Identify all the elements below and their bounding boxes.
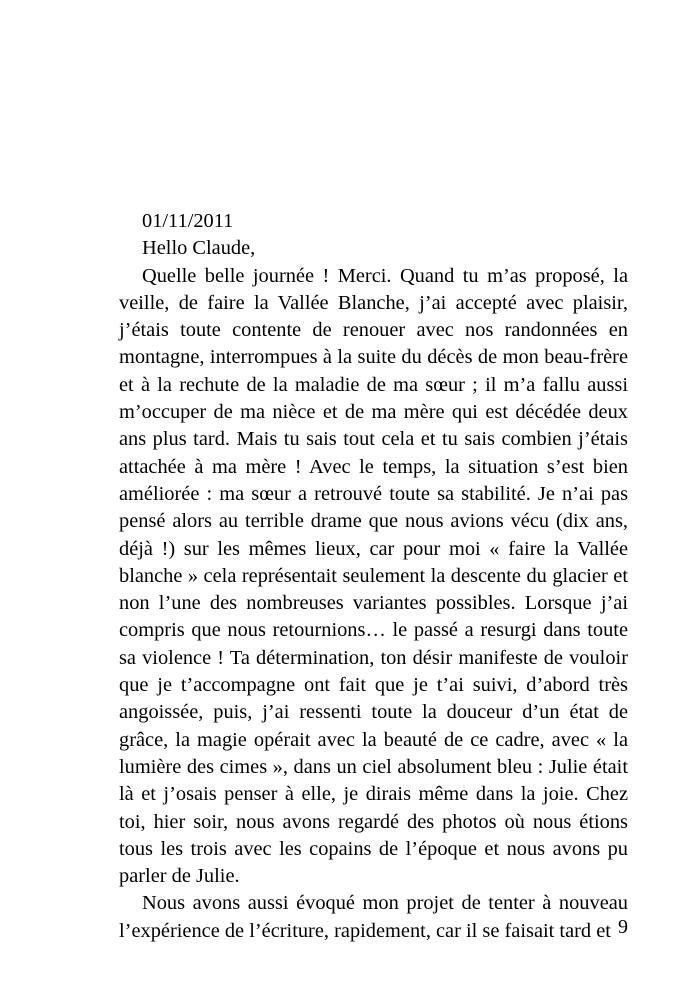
letter-date: 01/11/2011 [142,210,234,232]
letter-greeting: Hello Claude, [142,237,256,260]
page-number: 9 [618,916,628,938]
paragraph-2: Nous avons aussi évoqué mon projet de tenter à nouveau l’expérience de l’écriture, rapidement, car il se faisait tard et [119,892,628,942]
letter-body [119,208,628,945]
paragraph-1: Quelle belle journée ! Merci. Quand tu m’as proposé, la veille, de faire la Vallée Blanche, j’ai accepté avec plaisir, j’étais toute contente de renouer avec nos randonnées en montagne, interrompues à la suite du décès de mon beau-frère et à la rechute de la maladie de ma sœur ; il m’a fallu aussi m’occuper de ma nièce et de ma mère qui est décédée deux ans plus tard. Mais tu sais tout cela et tu sais combien j’étais attachée à ma mère ! Avec le temps, la situation s’est bien améliorée : ma sœur a retrouvé toute sa stabilité. Je n’ai pas pensé alors au terrible drame que nous avions vécu (dix ans, déjà !) sur les mêmes lieux, car pour moi « faire la Vallée blanche » cela représentait seulement la descente du glacier et non l’une des nombreuses variantes possibles. Lorsque j’ai compris que nous retournions… le passé a resurgi dans toute sa violence ! Ta détermination, ton désir manifeste de vouloir que je t’accompagne ont fait que je t’ai suivi, d’abord très angoissée, puis, j’ai ressenti toute la douceur d’un état de grâce, la magie opérait avec la beauté de ce cadre, avec « la lumière des cimes », dans un ciel absolument bleu : Julie était là et j’osais penser à elle, je dirais même dans la joie. Chez toi, hier soir, nous avons regardé des photos où nous étions tous les trois avec les copains de l’époque et nous avons pu parler de Julie. [119,264,628,888]
